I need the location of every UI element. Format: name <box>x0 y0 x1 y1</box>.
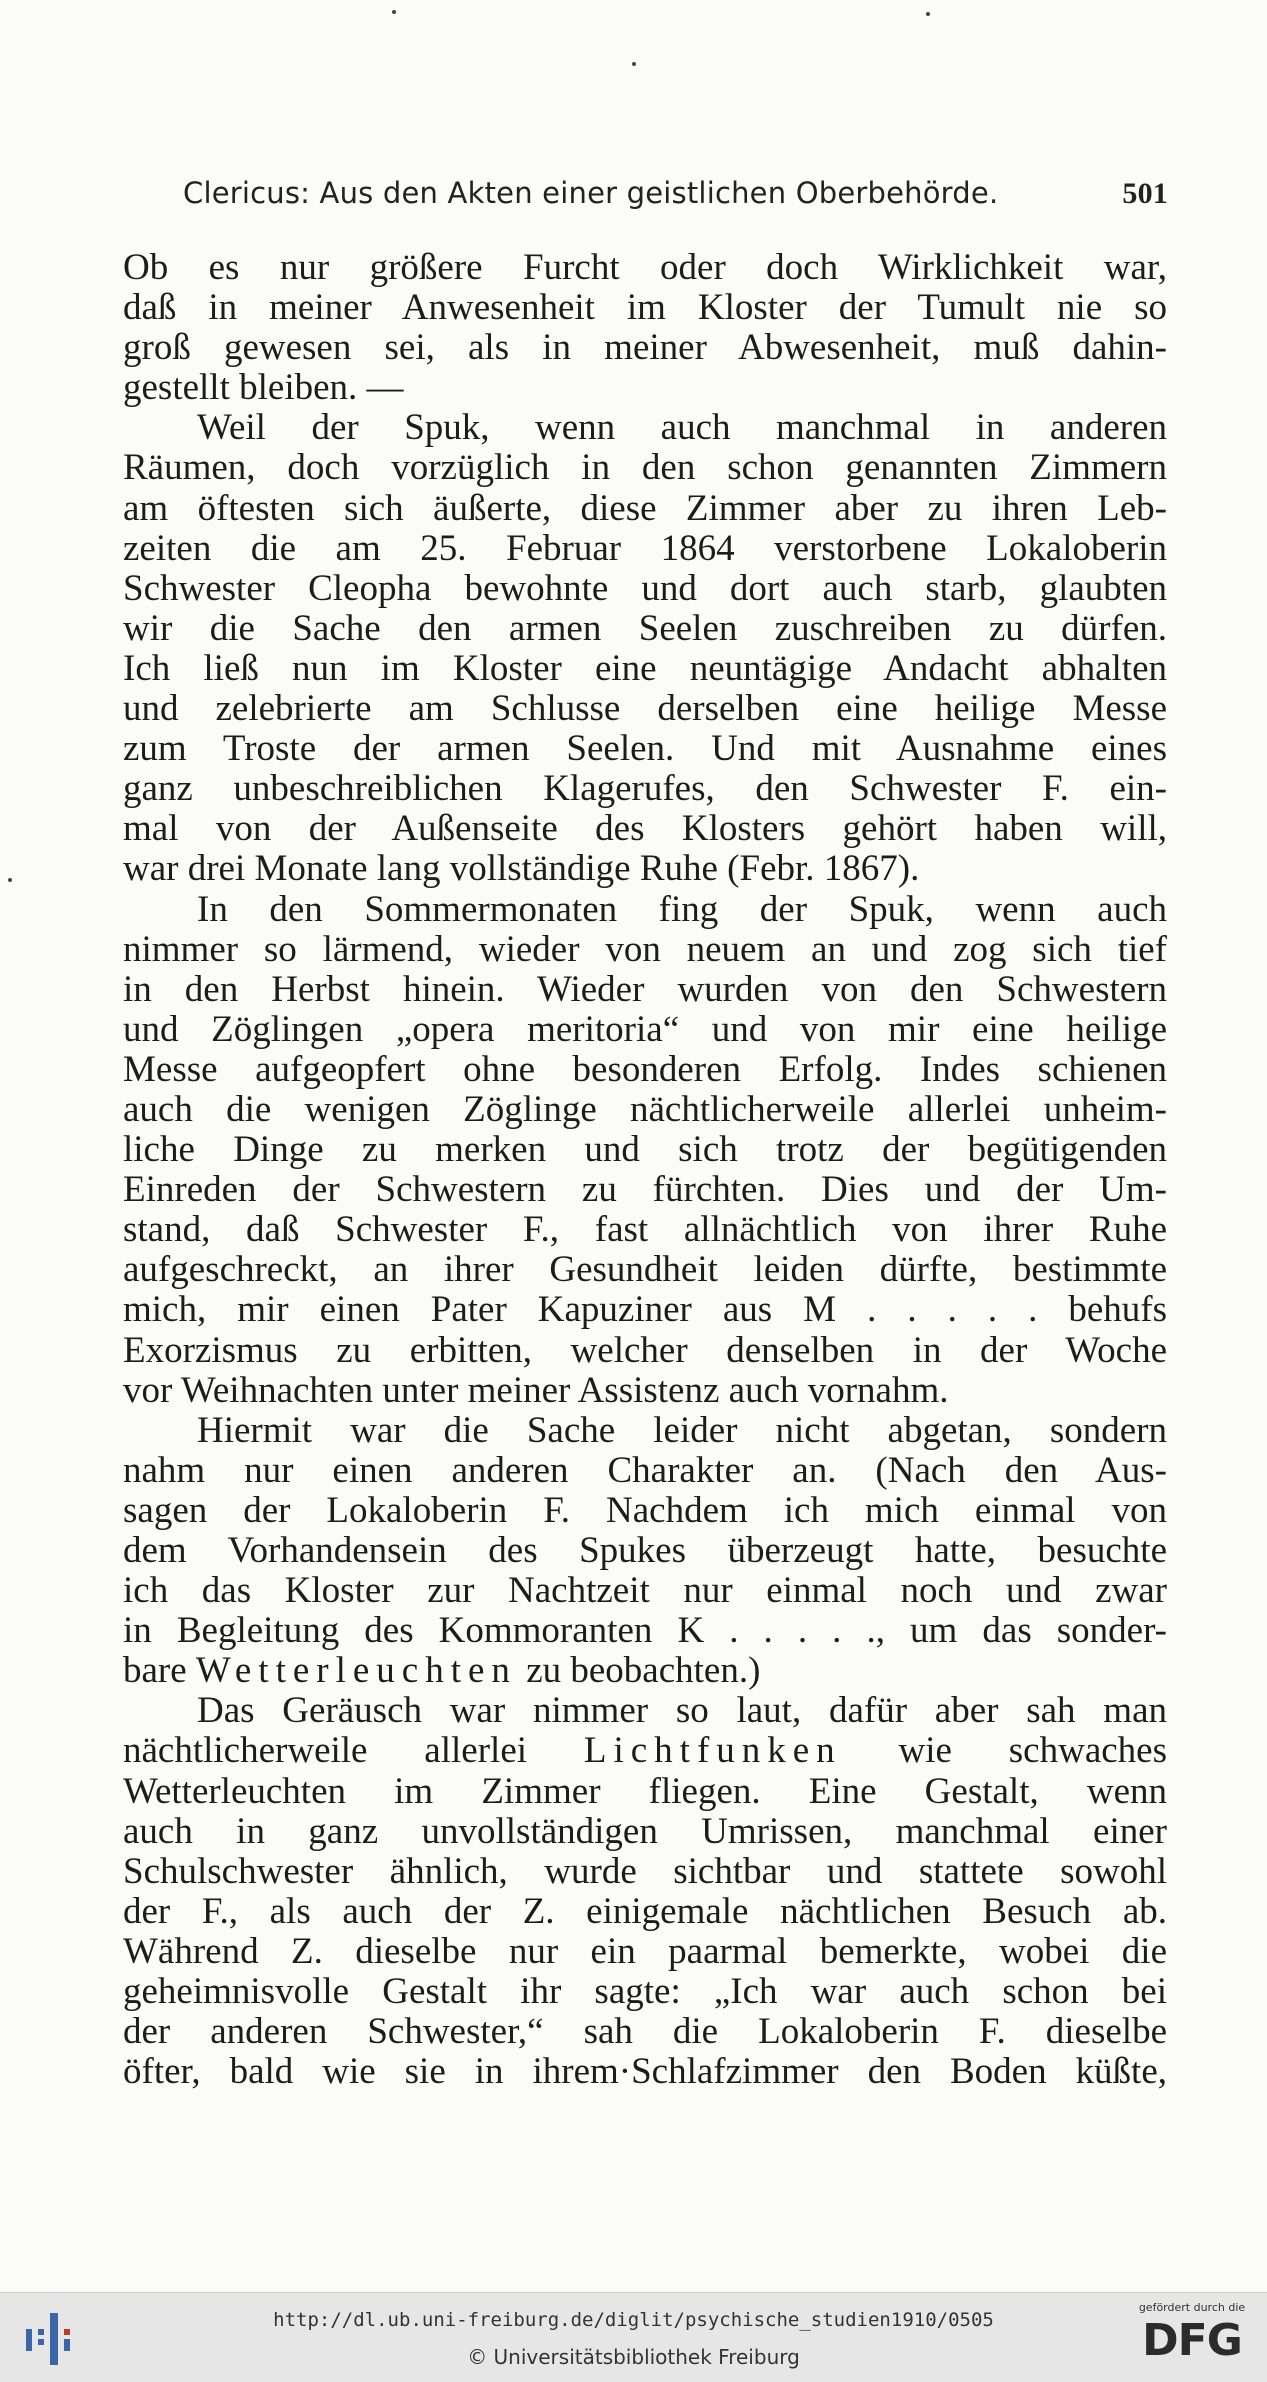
text-line: zeiten die am 25. Februar 1864 verstorbene Lokaloberin <box>123 527 1167 569</box>
text-line: der anderen Schwester,“ sah die Lokaloberin F. dieselbe <box>123 2011 1167 2053</box>
text-line: bare Wetterleuchten zu beobachten.) <box>123 1650 761 1692</box>
text-line: nächtlicherweile allerlei Lichtfunken wie schwaches <box>123 1730 1167 1772</box>
text-line: Exorzismus zu erbitten, welcher denselben in der Woche <box>123 1329 1167 1371</box>
document-url-link[interactable]: http://dl.ub.uni-freiburg.de/diglit/psychische_studien1910/0505 <box>273 2309 994 2331</box>
text-line: Schwester Cleopha bewohnte und dort auch starb, glaubten <box>123 567 1167 609</box>
text-line: gestellt bleiben. — <box>123 367 404 409</box>
text-line: mich, mir einen Pater Kapuziner aus M . . . . . behufs <box>123 1289 1167 1331</box>
text-line: daß in meiner Anwesenheit im Kloster der Tumult nie so <box>123 287 1167 329</box>
text-line: dem Vorhandensein des Spukes überzeugt hatte, besuchte <box>123 1530 1167 1571</box>
text-line: in Begleitung des Kommoranten K . . . . ., um das sonder- <box>123 1610 1167 1652</box>
text-line: sagen der Lokaloberin F. Nachdem ich mich einmal von <box>123 1489 1167 1531</box>
text-line: Einreden der Schwestern zu fürchten. Dies und der Um- <box>123 1169 1167 1211</box>
text-line: aufgeschreckt, an ihrer Gesundheit leiden dürfte, bestimmte <box>123 1249 1167 1291</box>
text-line: Räumen, doch vorzüglich in den schon genannten Zimmern <box>123 447 1167 489</box>
text-line: wir die Sache den armen Seelen zuschreiben zu dürfen. <box>123 607 1167 649</box>
text-line: nahm nur einen anderen Charakter an. (Nach den Aus- <box>123 1449 1167 1491</box>
sponsor-caption: gefördert durch die <box>1138 2301 1246 2314</box>
body-text <box>123 248 1167 2092</box>
text-line: In den Sommermonaten fing der Spuk, wenn auch <box>197 888 1167 930</box>
text-line: zum Troste der armen Seelen. Und mit Ausnahme eines <box>123 728 1167 770</box>
copyright-notice: © Universitätsbibliothek Freiburg <box>467 2345 800 2369</box>
text-line: Ob es nur größere Furcht oder doch Wirklichkeit war, <box>123 247 1167 288</box>
emphasized-word: Lichtfunken <box>583 1730 842 1772</box>
text-line: der F., als auch der Z. einigemale nächtlichen Besuch ab. <box>123 1890 1167 1932</box>
scan-speck <box>926 12 930 16</box>
text-line: und Zöglingen „opera meritoria“ und von mir eine heilige <box>123 1008 1167 1050</box>
text-line: Messe aufgeopfert ohne besonderen Erfolg. Indes schienen <box>123 1048 1167 1090</box>
text-line: geheimnisvolle Gestalt ihr sagte: „Ich war auch schon bei <box>123 1971 1167 2013</box>
viewer-footer <box>0 2292 1267 2382</box>
text-line: Das Geräusch war nimmer so laut, dafür aber sah man <box>197 1690 1167 1732</box>
text-line: mal von der Außenseite des Klosters gehört haben will, <box>123 808 1167 850</box>
emphasized-word: Wetterleuchten <box>195 1650 517 1692</box>
text-line: liche Dinge zu merken und sich trotz der begütigenden <box>123 1129 1167 1171</box>
text-line: war drei Monate lang vollständige Ruhe (Febr. 1867). <box>123 848 920 890</box>
text-line: groß gewesen sei, als in meiner Abwesenheit, muß dahin- <box>123 327 1167 369</box>
page-number: 501 <box>1122 177 1168 210</box>
text-line: auch in ganz unvollständigen Umrissen, manchmal einer <box>123 1810 1167 1852</box>
text-line: ganz unbeschreiblichen Klagerufes, den Schwester F. ein- <box>123 768 1167 810</box>
text-line: Während Z. dieselbe nur ein paarmal bemerkte, wobei die <box>123 1930 1167 1972</box>
text-line: stand, daß Schwester F., fast allnächtlich von ihrer Ruhe <box>123 1209 1167 1251</box>
dfg-logo-text: DFG <box>1142 2315 1242 2366</box>
text-line: öfter, bald wie sie in ihrem·Schlafzimmer den Boden küßte, <box>123 2051 1167 2093</box>
text-line: am öftesten sich äußerte, diese Zimmer aber zu ihren Leb- <box>123 487 1167 529</box>
scan-speck <box>632 62 636 66</box>
text-line: Weil der Spuk, wenn auch manchmal in anderen <box>197 407 1167 449</box>
dfg-logo <box>1133 2301 1251 2375</box>
scan-speck <box>8 878 12 882</box>
text-line: nimmer so lärmend, wieder von neuem an und zog sich tief <box>123 928 1167 970</box>
text-line: in den Herbst hinein. Wieder wurden von den Schwestern <box>123 968 1167 1010</box>
text-line: Ich ließ nun im Kloster eine neuntägige Andacht abhalten <box>123 647 1167 689</box>
text-line: ich das Kloster zur Nachtzeit nur einmal noch und zwar <box>123 1570 1167 1612</box>
running-head-title: Clericus: Aus den Akten einer geistlichen Oberbehörde. <box>183 176 999 210</box>
text-line: vor Weihnachten unter meiner Assistenz auch vornahm. <box>123 1369 949 1411</box>
text-line: und zelebrierte am Schlusse derselben eine heilige Messe <box>123 688 1167 730</box>
running-head <box>183 176 1168 211</box>
text-line: Schulschwester ähnlich, wurde sichtbar und stattete sowohl <box>123 1850 1167 1892</box>
text-line: auch die wenigen Zöglinge nächtlicherweile allerlei unheim- <box>123 1088 1167 1130</box>
scan-speck <box>392 10 396 14</box>
text-line: Wetterleuchten im Zimmer fliegen. Eine Gestalt, wenn <box>123 1770 1167 1812</box>
text-line: Hiermit war die Sache leider nicht abgetan, sondern <box>197 1409 1167 1451</box>
